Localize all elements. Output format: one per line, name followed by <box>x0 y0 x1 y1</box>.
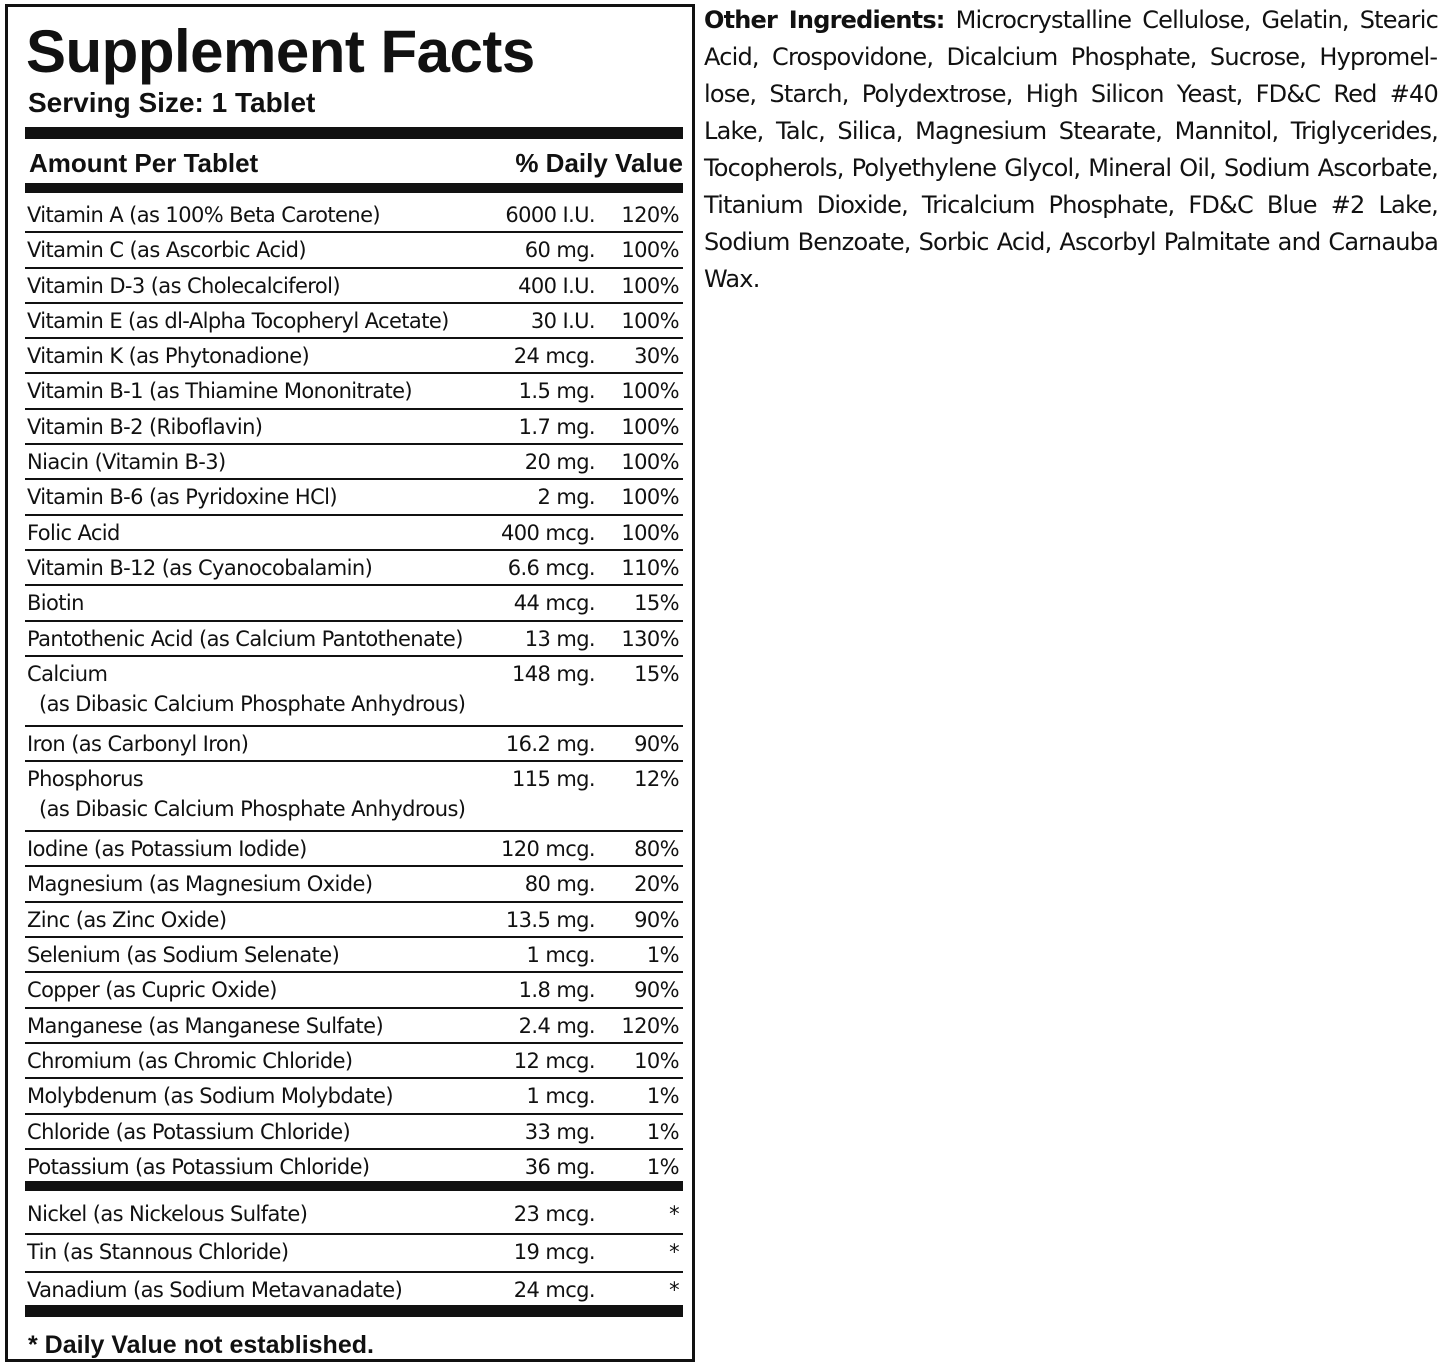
nutrient-row <box>25 1115 683 1150</box>
nutrient-daily-value: 30% <box>634 344 679 369</box>
nutrient-amount: 2 mg. <box>537 485 595 510</box>
nutrient-row <box>25 1009 683 1044</box>
nutrient-name: Chromium (as Chromic Chloride) <box>27 1048 353 1073</box>
nutrient-name: Nickel (as Nickelous Sulfate) <box>27 1202 308 1226</box>
nutrient-name: Vitamin B-1 (as Thiamine Mononitrate) <box>27 379 413 404</box>
nutrient-row <box>25 1235 683 1273</box>
nutrient-name: Chloride (as Potassium Chloride) <box>27 1119 351 1144</box>
nutrient-amount: 120 mcg. <box>501 837 595 862</box>
nutrient-row <box>25 269 683 304</box>
nutrient-name: Iodine (as Potassium Iodide) <box>27 837 307 862</box>
nutrient-table <box>25 198 683 1185</box>
nutrient-daily-value: 100% <box>621 238 679 263</box>
divider-thick <box>25 127 683 139</box>
nutrient-daily-value: 15% <box>634 661 679 686</box>
divider-not-established <box>25 1181 683 1191</box>
nutrient-daily-value: 100% <box>621 450 679 475</box>
nutrient-daily-value: 1% <box>646 1084 679 1109</box>
nutrient-name: Vitamin K (as Phytonadione) <box>27 344 310 369</box>
nutrient-amount: 148 mg. <box>511 661 595 686</box>
nutrient-row <box>25 339 683 374</box>
nutrient-amount: 16.2 mg. <box>505 731 595 756</box>
nutrient-row <box>25 1044 683 1079</box>
nutrient-amount: 13.5 mg. <box>505 907 595 932</box>
nutrient-amount: 1 mcg. <box>526 943 595 968</box>
nutrient-name: Tin (as Stannous Chloride) <box>27 1240 289 1264</box>
nutrient-amount: 20 mg. <box>524 450 595 475</box>
nutrient-daily-value: * <box>669 1240 679 1264</box>
nutrient-amount: 24 mcg. <box>513 1278 595 1302</box>
nutrient-row <box>25 727 683 762</box>
nutrient-name: Potassium (as Potassium Chloride) <box>27 1154 370 1179</box>
nutrient-amount: 1.8 mg. <box>518 978 595 1003</box>
nutrient-daily-value: 130% <box>621 626 679 651</box>
nutrient-daily-value: 12% <box>634 767 679 792</box>
nutrient-daily-value: 20% <box>634 872 679 897</box>
nutrient-name: Vitamin D-3 (as Cholecalciferol) <box>27 273 340 298</box>
nutrient-daily-value: 90% <box>634 731 679 756</box>
nutrient-name: Vitamin A (as 100% Beta Carotene) <box>27 203 380 227</box>
nutrient-row <box>25 973 683 1008</box>
nutrient-name: Selenium (as Sodium Selenate) <box>27 943 340 968</box>
nutrient-daily-value: 100% <box>621 520 679 545</box>
nutrient-row <box>25 445 683 480</box>
nutrient-daily-value: 110% <box>621 555 679 580</box>
nutrient-table-no-dv <box>25 1197 683 1311</box>
nutrient-name: Copper (as Cupric Oxide) <box>27 978 277 1003</box>
nutrient-amount: 30 I.U. <box>530 308 595 333</box>
nutrient-amount: 12 mcg. <box>513 1048 595 1073</box>
nutrient-row <box>25 1079 683 1114</box>
nutrient-name: Calcium <box>27 661 108 686</box>
nutrient-amount: 1.5 mg. <box>518 379 595 404</box>
nutrient-amount: 19 mcg. <box>513 1240 595 1264</box>
nutrient-daily-value: * <box>669 1278 679 1302</box>
column-header <box>25 143 683 183</box>
nutrient-name: Magnesium (as Magnesium Oxide) <box>27 872 373 897</box>
nutrient-daily-value: 100% <box>621 273 679 298</box>
nutrient-name: Vitamin B-12 (as Cyanocobalamin) <box>27 555 373 580</box>
nutrient-amount: 13 mg. <box>524 626 595 651</box>
nutrient-daily-value: 1% <box>646 1154 679 1179</box>
nutrient-row <box>25 304 683 339</box>
nutrient-daily-value: 100% <box>621 485 679 510</box>
nutrient-name: Folic Acid <box>27 520 120 545</box>
facts-title: Supplement Facts <box>26 18 535 85</box>
supplement-facts-panel <box>5 4 695 1362</box>
nutrient-amount: 2.4 mg. <box>518 1013 595 1038</box>
nutrient-row <box>25 586 683 621</box>
nutrient-row <box>25 867 683 902</box>
nutrient-source: (as Dibasic Calcium Phosphate Anhydrous) <box>39 691 466 716</box>
other-ingredients-text: Microcrystalline Cellulose, Gelatin, Stearic Acid, Crospovidone, Dicalcium Phosphate, Sucrose, Hypromellose, Starch, Polydextrose, High Silicon Yeast, FD&C Red #40 Lake, Talc, Silica, Magnesium Stearate, Mannitol, Triglycerides, Tocopherols, Polyethylene Glycol, Mineral Oil, Sodium Ascorbate, Titanium Dioxide, Tricalcium Phosphate, FD&C Blue #2 Lake, Sodium Benzoate, Sorbic Acid, Ascorbyl Palmitate and Carnauba Wax. <box>704 6 1438 293</box>
nutrient-name: Vitamin E (as dl-Alpha Tocopheryl Acetate) <box>27 308 449 333</box>
nutrient-amount: 60 mg. <box>524 238 595 263</box>
nutrient-name: Vitamin B-2 (Riboflavin) <box>27 414 263 439</box>
nutrient-daily-value: 80% <box>634 837 679 862</box>
nutrient-amount: 23 mcg. <box>513 1202 595 1226</box>
footnote: * Daily Value not established. <box>28 1331 374 1359</box>
nutrient-amount: 6.6 mcg. <box>507 555 595 580</box>
nutrient-row <box>25 762 683 832</box>
nutrient-row <box>25 1150 683 1185</box>
nutrient-row <box>25 1197 683 1235</box>
nutrient-row <box>25 516 683 551</box>
header-daily-value: % Daily Value <box>515 148 683 178</box>
nutrient-row <box>25 938 683 973</box>
nutrient-amount: 24 mcg. <box>513 344 595 369</box>
nutrient-daily-value: 90% <box>634 978 679 1003</box>
nutrient-amount: 44 mcg. <box>513 591 595 616</box>
nutrient-name: Phosphorus <box>27 767 144 792</box>
nutrient-row <box>25 622 683 657</box>
nutrient-name: Iron (as Carbonyl Iron) <box>27 731 249 756</box>
nutrient-amount: 400 I.U. <box>518 273 595 298</box>
nutrient-row <box>25 832 683 867</box>
nutrient-name: Manganese (as Manganese Sulfate) <box>27 1013 384 1038</box>
nutrient-row <box>25 551 683 586</box>
nutrient-daily-value: 15% <box>634 591 679 616</box>
nutrient-name: Vitamin C (as Ascorbic Acid) <box>27 238 306 263</box>
nutrient-name: Biotin <box>27 591 84 616</box>
nutrient-row <box>25 480 683 515</box>
nutrient-name: Niacin (Vitamin B-3) <box>27 450 226 475</box>
divider-bottom <box>25 1305 683 1317</box>
nutrient-name: Vanadium (as Sodium Metavanadate) <box>27 1278 403 1302</box>
nutrient-daily-value: 1% <box>646 943 679 968</box>
nutrient-daily-value: 1% <box>646 1119 679 1144</box>
nutrient-amount: 6000 I.U. <box>505 203 595 227</box>
nutrient-daily-value: 100% <box>621 308 679 333</box>
nutrient-daily-value: 100% <box>621 414 679 439</box>
nutrient-daily-value: 100% <box>621 379 679 404</box>
nutrient-amount: 36 mg. <box>524 1154 595 1179</box>
nutrient-row <box>25 198 683 233</box>
nutrient-name: Zinc (as Zinc Oxide) <box>27 907 227 932</box>
serving-size: Serving Size: 1 Tablet <box>28 87 316 118</box>
nutrient-daily-value: 120% <box>621 1013 679 1038</box>
nutrient-daily-value: * <box>669 1202 679 1226</box>
nutrient-source: (as Dibasic Calcium Phosphate Anhydrous) <box>39 797 466 822</box>
nutrient-amount: 1 mcg. <box>526 1084 595 1109</box>
nutrient-row <box>25 903 683 938</box>
header-amount-per-tablet: Amount Per Tablet <box>29 148 259 178</box>
other-ingredients <box>704 2 1438 298</box>
nutrient-name: Molybdenum (as Sodium Molybdate) <box>27 1084 393 1109</box>
nutrient-name: Vitamin B-6 (as Pyridoxine HCl) <box>27 485 337 510</box>
nutrient-amount: 400 mcg. <box>501 520 595 545</box>
nutrient-name: Pantothenic Acid (as Calcium Pantothenate) <box>27 626 463 651</box>
nutrient-daily-value: 10% <box>634 1048 679 1073</box>
nutrient-amount: 1.7 mg. <box>518 414 595 439</box>
nutrient-row <box>25 374 683 409</box>
other-ingredients-label: Other Ingredients: <box>704 6 945 34</box>
divider-header <box>25 183 683 193</box>
nutrient-amount: 33 mg. <box>524 1119 595 1144</box>
nutrient-row <box>25 233 683 268</box>
nutrient-row <box>25 657 683 727</box>
nutrient-amount: 115 mg. <box>511 767 595 792</box>
nutrient-row <box>25 410 683 445</box>
nutrient-daily-value: 120% <box>621 203 679 227</box>
nutrient-amount: 80 mg. <box>524 872 595 897</box>
nutrient-daily-value: 90% <box>634 907 679 932</box>
